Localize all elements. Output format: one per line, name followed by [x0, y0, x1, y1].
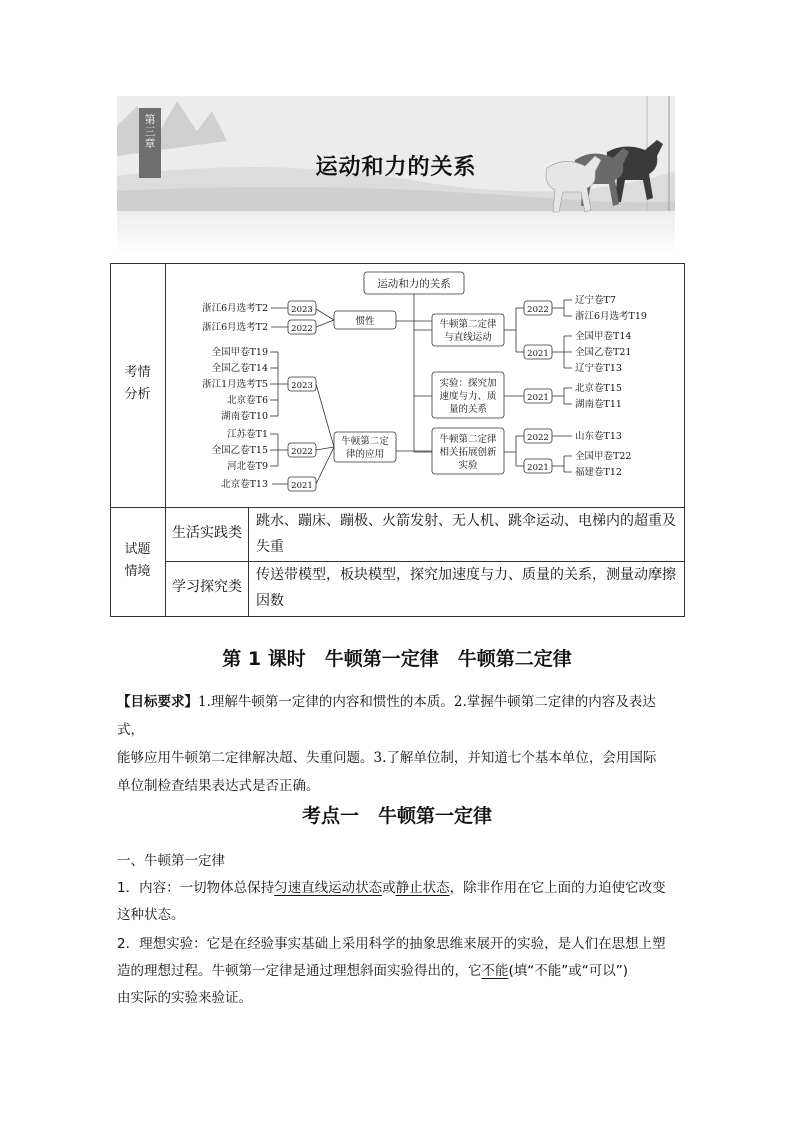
content-line: 2．理想实验：它是在经验事实基础上采用科学的抽象思维来展开的实验，是人们在思想上塑 [117, 936, 666, 952]
text-run: 造的理想过程。牛顿第一定律是通过理想斜面实验得出的，它 [117, 963, 482, 979]
exam-paper: 浙江6月选考T2 [202, 303, 268, 314]
text-run: ，除非作用在它上面的力迫使它改变 [449, 880, 666, 896]
row-label-line: 情境 [124, 564, 151, 579]
goal-line [117, 688, 679, 744]
situation-content-line: 因数 [256, 593, 284, 609]
year-tag: 2021 [527, 463, 549, 473]
section-title: 考点一 牛顿第一定律 [301, 805, 492, 827]
text-run: 或 [382, 880, 396, 896]
table-divider [248, 507, 249, 617]
topic-mindmap [166, 266, 682, 506]
exam-paper: 河北卷T9 [227, 461, 268, 472]
answer-blank: 不能 [481, 963, 509, 979]
goal-line: 单位制检查结果表达式是否正确。 [117, 778, 320, 794]
situation-category: 生活实践类 [172, 525, 242, 541]
node-experiment: 实验：探究加 [439, 378, 497, 389]
node-innovation: 牛顿第二定律 [439, 434, 497, 445]
exam-paper: 全国乙卷T15 [211, 445, 268, 456]
exam-paper: 全国乙卷T21 [575, 347, 632, 358]
exam-paper: 辽宁卷T13 [575, 363, 622, 374]
node-second-law-app: 牛顿第二定 [341, 436, 389, 447]
text-run: (填“不能”或“可以”) [508, 963, 629, 979]
row-label-exam-analysis [110, 362, 165, 406]
exam-paper: 北京卷T13 [221, 479, 268, 490]
chapter-tag-char: 章 [144, 137, 156, 150]
year-tag: 2022 [527, 305, 549, 315]
situation-category: 学习探究类 [172, 579, 242, 595]
exam-paper: 全国甲卷T19 [211, 347, 268, 358]
year-tag: 2023 [291, 305, 313, 315]
answer-blank: 静止状态 [395, 880, 450, 896]
node-experiment: 速度与力、质 [439, 391, 497, 402]
year-tag: 2023 [291, 381, 313, 391]
content-line: 这种状态。 [117, 907, 185, 923]
learning-goals [117, 688, 679, 800]
exam-paper: 全国乙卷T14 [211, 363, 268, 374]
situation-content-line: 传送带模型，板块模型，探究加速度与力、质量的关系，测量动摩擦 [256, 567, 676, 583]
situation-content-line: 跳水、蹦床、蹦极、火箭发射、无人机、跳伞运动、电梯内的超重及 [256, 513, 676, 529]
banner-fade [117, 211, 675, 255]
content-line [117, 875, 682, 902]
year-tag: 2022 [291, 447, 313, 457]
mindmap-root: 运动和力的关系 [377, 278, 451, 290]
chapter-tag-char: 第 [144, 113, 156, 126]
node-experiment: 量的关系 [448, 404, 488, 415]
node-law-motion: 牛顿第二定律 [439, 319, 497, 330]
chapter-tag-char: 三 [144, 125, 156, 138]
row-label-line: 试题 [124, 542, 151, 557]
year-tag: 2021 [527, 349, 549, 359]
exam-paper: 江苏卷T1 [227, 429, 268, 440]
exam-paper: 全国甲卷T22 [575, 451, 632, 462]
answer-blank: 匀速直线运动状态 [274, 880, 383, 896]
year-tag: 2021 [527, 393, 549, 403]
goal-line: 能够应用牛顿第二定律解决超、失重问题。3.了解单位制，并知道七个基本单位，会用国际 [117, 750, 657, 766]
situation-content [256, 508, 681, 560]
exam-paper: 北京卷T6 [227, 395, 268, 406]
exam-paper: 湖南卷T11 [575, 399, 622, 410]
situation-content [256, 562, 681, 614]
horses-illustration [545, 122, 675, 214]
row-label-line: 考情 [124, 365, 151, 380]
exam-paper: 辽宁卷T7 [575, 295, 616, 306]
content-line [117, 958, 682, 985]
year-tag: 2022 [291, 324, 313, 334]
year-tag: 2021 [291, 481, 313, 491]
goal-tag: 【目标要求】 [117, 694, 198, 710]
exam-paper: 山东卷T13 [575, 431, 622, 442]
chapter-title: 运动和力的关系 [315, 155, 477, 180]
row-label-line: 分析 [124, 387, 151, 402]
text-run: 1．内容：一切物体总保持 [117, 880, 275, 896]
exam-paper: 北京卷T15 [575, 383, 622, 394]
exam-paper: 福建卷T12 [575, 467, 622, 478]
exam-paper: 浙江6月选考T19 [575, 311, 647, 322]
exam-paper: 湖南卷T10 [221, 411, 268, 422]
node-innovation: 相关拓展创新 [439, 447, 497, 458]
row-label-question-context [110, 539, 165, 583]
subheading: 一、牛顿第一定律 [117, 853, 225, 869]
situation-content-line: 失重 [256, 539, 284, 555]
year-tag: 2022 [527, 433, 549, 443]
node-second-law-app: 律的应用 [345, 449, 385, 460]
exam-paper: 浙江1月选考T5 [202, 379, 268, 390]
content-line: 由实际的实验来验证。 [117, 990, 252, 1006]
exam-paper: 全国甲卷T14 [575, 331, 632, 342]
goal-text: 1.理解牛顿第一定律的内容和惯性的本质。2.掌握牛顿第二定律的内容及表达式， [117, 694, 656, 738]
node-inertia: 惯性 [355, 316, 375, 327]
exam-paper: 浙江6月选考T2 [202, 322, 268, 333]
lesson-title: 第 1 课时 牛顿第一定律 牛顿第二定律 [222, 648, 572, 670]
node-law-motion: 与直线运动 [444, 332, 492, 343]
node-innovation: 实验 [458, 460, 478, 471]
